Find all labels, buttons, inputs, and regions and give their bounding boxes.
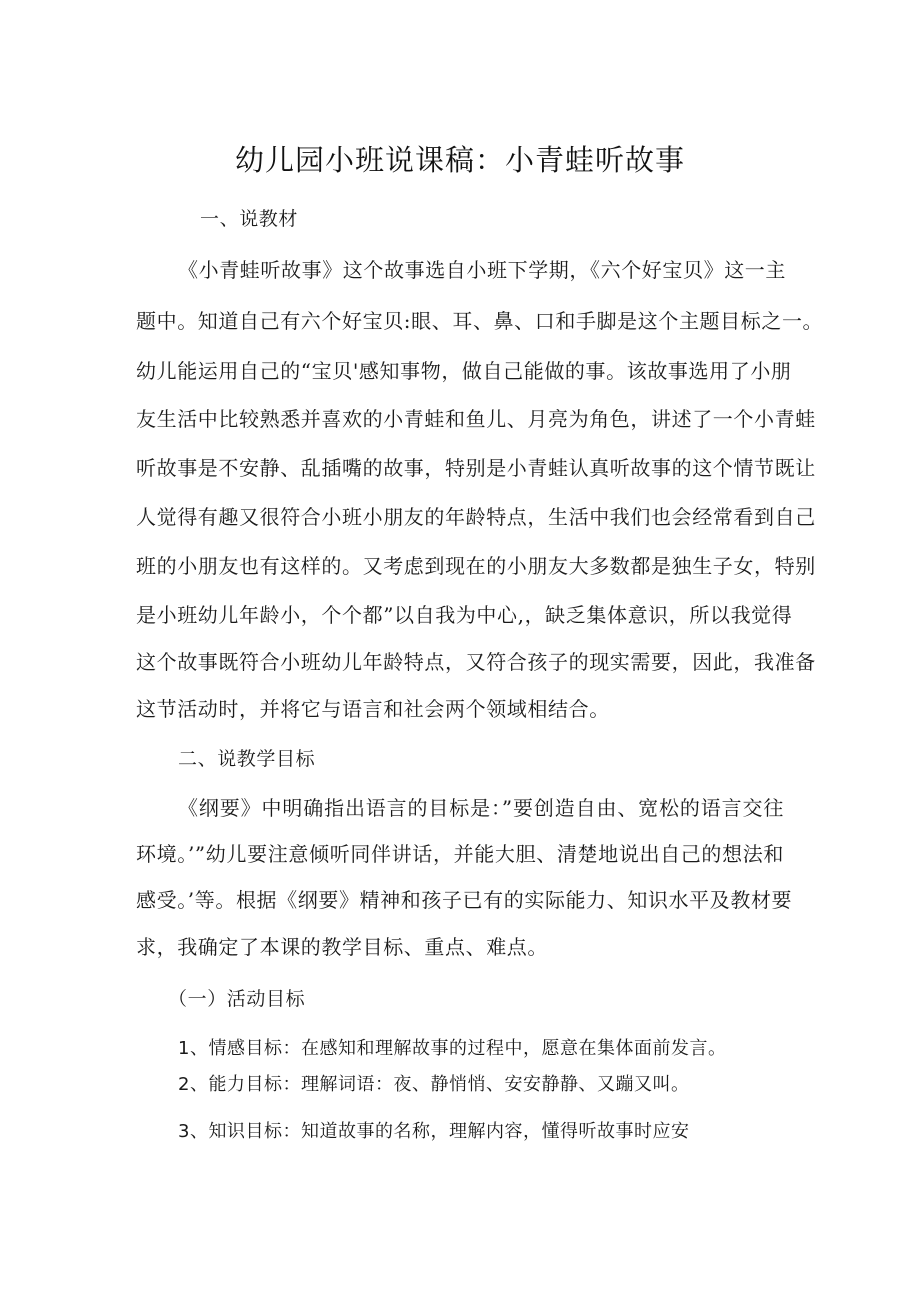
section2-line: 环境。’”幼儿要注意倾听同伴讲话，并能大胆、清楚地说出自己的想法和: [136, 842, 784, 866]
section1-line: 题中。知道自己有六个好宝贝:眼、耳、鼻、口和手脚是这个主题目标之一。: [136, 309, 824, 333]
goal-item: 3、知识目标：知道故事的名称，理解内容，懂得听故事时应安: [178, 1121, 690, 1142]
goal-item: 1、情感目标：在感知和理解故事的过程中，愿意在集体面前发言。: [178, 1038, 727, 1059]
section2-line: 感受。’等。根据《纲要》精神和孩子已有的实际能力、知识水平及教材要: [136, 888, 793, 912]
activity-goals-heading: （一）活动目标: [168, 988, 306, 1010]
section1-line: 幼儿能运用自己的“宝贝'感知事物，做自己能做的事。该故事选用了小朋: [136, 359, 792, 383]
section1-line: 是小班幼儿年龄小，个个都”以自我为中心,，缺乏集体意识，所以我觉得: [136, 603, 793, 627]
section1-line: 友生活中比较熟悉并喜欢的小青蛙和鱼儿、月亮为角色，讲述了一个小青蛙: [136, 407, 816, 431]
section1-line: 这节活动时，并将它与语言和社会两个领域相结合。: [136, 697, 610, 721]
goal-item: 2、能力目标：理解词语：夜、静悄悄、安安静静、又蹦又叫。: [178, 1074, 690, 1095]
section1-line: 听故事是不安静、乱插嘴的故事，特别是小青蛙认真听故事的这个情节既让: [136, 456, 816, 480]
document-title: 幼儿园小班说课稿：小青蛙听故事: [234, 143, 685, 177]
section1-line: 《小青蛙听故事》这个故事选自小班下学期，《六个好宝贝》这一主: [178, 258, 786, 282]
section1-heading: 一、说教材: [200, 208, 299, 230]
section2-line: 《纲要》中明确指出语言的目标是：”要创造自由、宽松的语言交往: [178, 796, 784, 820]
section2-heading: 二、说教学目标: [178, 748, 316, 770]
section2-line: 求，我确定了本课的教学目标、重点、难点。: [136, 935, 548, 959]
section1-line: 这个故事既符合小班幼儿年龄特点，又符合孩子的现实需要，因此，我准备: [136, 650, 816, 674]
section1-line: 人觉得有趣又很符合小班小朋友的年龄特点，生活中我们也会经常看到自己: [136, 505, 816, 529]
section1-line: 班的小朋友也有这样的。又考虑到现在的小朋友大多数都是独生子女，特别: [136, 554, 816, 578]
